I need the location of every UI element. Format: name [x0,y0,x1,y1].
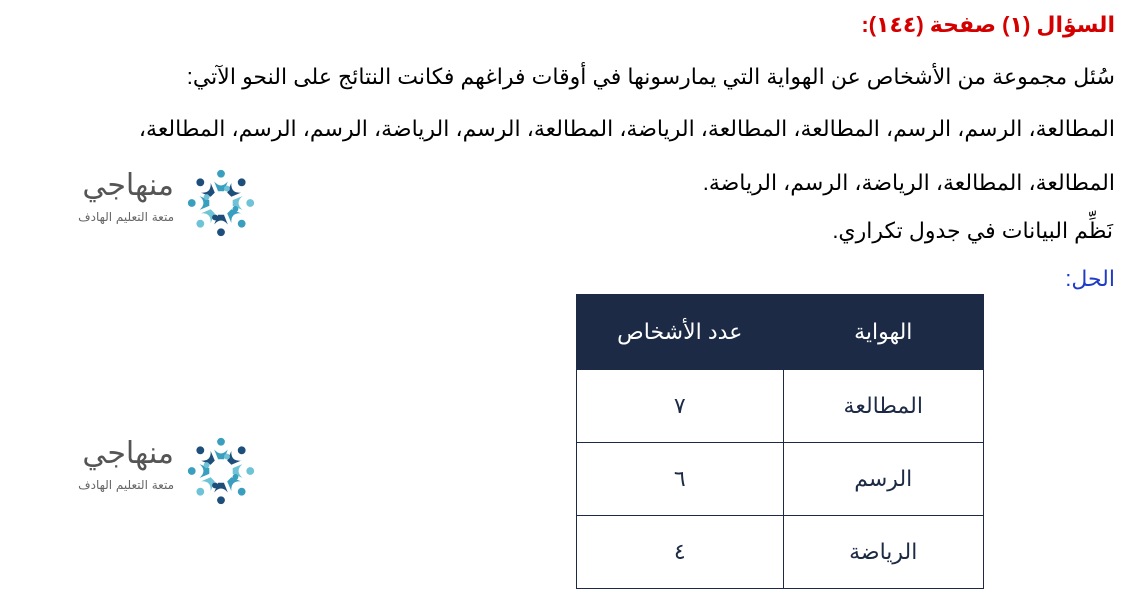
brand-logo [36,432,260,512]
question-text-line-2: المطالعة، الرسم، الرسم، المطالعة، المطالعة، الرياضة، المطالعة، الرسم، الرياضة، الرسم، الرسم، المطالعة، [138,116,1115,141]
question-title: السؤال (١) صفحة (١٤٤): [861,12,1115,37]
cell-hobby: الرياضة [783,516,984,589]
frequency-table [576,294,984,589]
logo-name: منهاجي [82,168,174,203]
logo-people-icon [182,164,260,242]
table-row [577,516,984,589]
table-header-row [577,295,984,370]
table-row [577,370,984,443]
header-hobby: الهواية [783,295,984,370]
solution-label: الحل: [1065,266,1115,291]
cell-count: ٦ [577,443,784,516]
logo-tagline: متعة التعليم الهادف [78,210,174,224]
cell-hobby: الرسم [783,443,984,516]
logo-people-icon [182,432,260,510]
table-row [577,443,984,516]
question-text-line-3: المطالعة، المطالعة، الرياضة، الرسم، الرياضة. [702,170,1115,195]
question-text-line-1: سُئل مجموعة من الأشخاص عن الهواية التي يمارسونها في أوقات فراغهم فكانت النتائج على النحو الآتي: [186,64,1115,89]
cell-hobby: المطالعة [783,370,984,443]
cell-count: ٤ [577,516,784,589]
cell-count: ٧ [577,370,784,443]
logo-name: منهاجي [82,436,174,471]
question-instruction: نَظِّم البيانات في جدول تكراري. [832,218,1113,243]
header-count: عدد الأشخاص [577,295,784,370]
brand-logo [36,164,260,244]
logo-tagline: متعة التعليم الهادف [78,478,174,492]
